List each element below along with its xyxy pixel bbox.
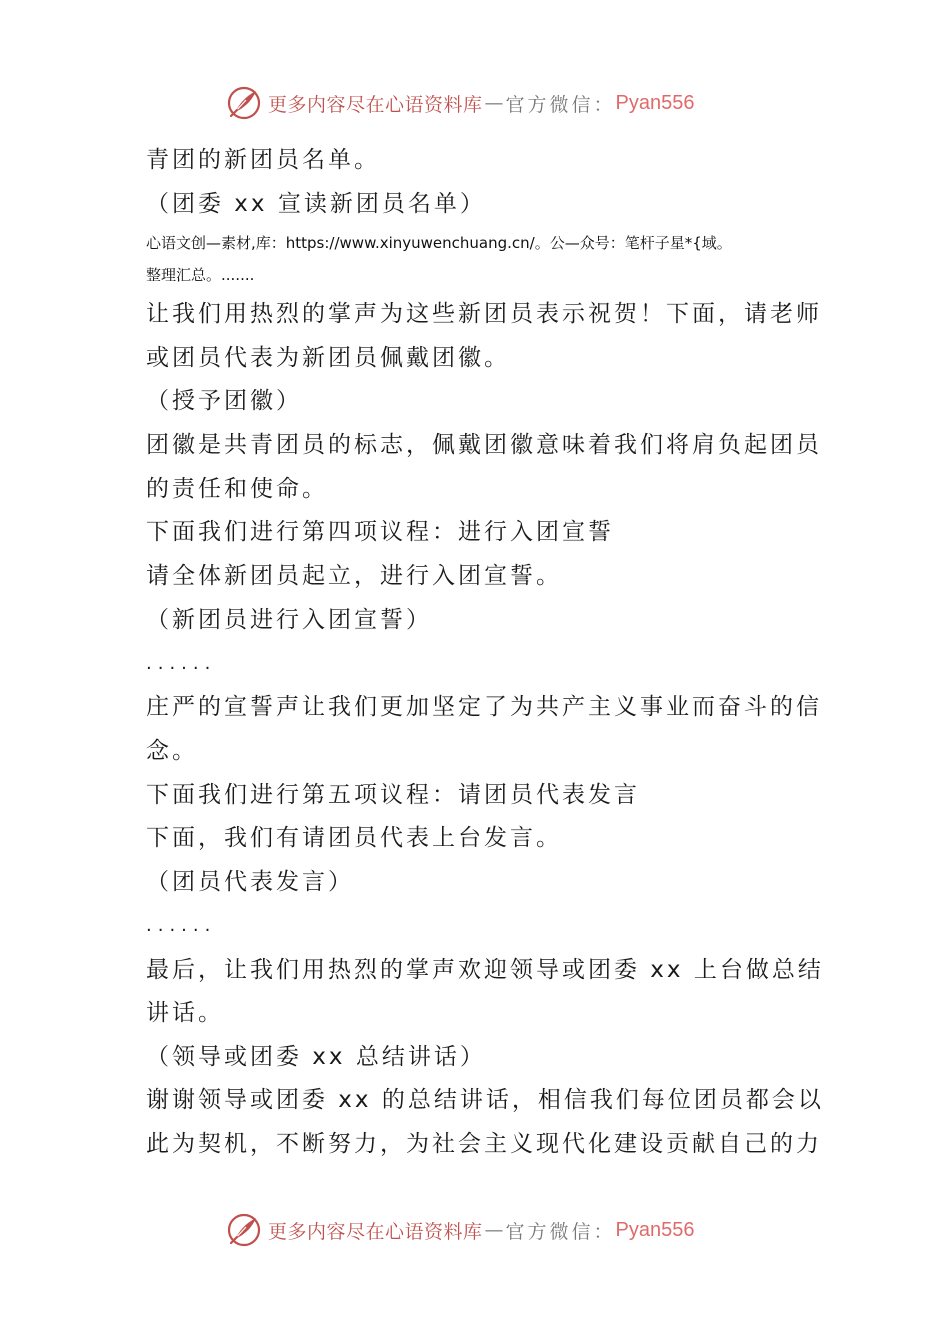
- ellipsis-line: ......: [146, 653, 217, 674]
- text-line: （团委 xx 宣读新团员名单）: [146, 191, 486, 217]
- banner-text: 更多内容尽在心语资料库: [268, 1220, 483, 1243]
- ellipsis-line: ......: [146, 915, 217, 936]
- feather-pen-logo-icon: [226, 1212, 262, 1248]
- banner-dash: —: [484, 1219, 504, 1241]
- text-line: 念。: [146, 738, 198, 764]
- footer-banner: [226, 1212, 746, 1248]
- text-line: 此为契机，不断努力，为社会主义现代化建设贡献自己的力: [146, 1131, 822, 1157]
- text-line: 下面我们进行第五项议程：请团员代表发言: [146, 782, 640, 808]
- text-line: 请全体新团员起立，进行入团宣誓。: [146, 563, 562, 589]
- text-line: 谢谢领导或团委 xx 的总结讲话，相信我们每位团员都会以: [146, 1087, 824, 1113]
- text-line: 最后，让我们用热烈的掌声欢迎领导或团委 xx 上台做总结: [146, 957, 824, 983]
- banner-wechat-label: 官方微信：: [505, 93, 616, 116]
- text-line: 青团的新团员名单。: [146, 147, 380, 173]
- text-line: 讲话。: [146, 1000, 224, 1026]
- banner-text: 更多内容尽在心语资料库: [268, 93, 483, 116]
- text-line: 下面我们进行第四项议程：进行入团宣誓: [146, 519, 614, 545]
- text-line: 或团员代表为新团员佩戴团徽。: [146, 345, 510, 371]
- banner-wechat-id: Pyan556: [615, 91, 695, 114]
- text-line: 庄严的宣誓声让我们更加坚定了为共产主义事业而奋斗的信: [146, 694, 822, 720]
- text-line: （领导或团委 xx 总结讲话）: [146, 1044, 486, 1070]
- watermark-line: 心语文创—素材,库：https://www.xinyuwenchuang.cn/。公—众号：笔杆子星*{域。: [146, 234, 732, 252]
- text-line: 的责任和使命。: [146, 476, 328, 502]
- text-line: （授予团徽）: [146, 388, 302, 414]
- banner-wechat-label: 官方微信：: [505, 1220, 616, 1243]
- watermark-line: 整理汇总。.......: [146, 266, 255, 284]
- text-line: 下面，我们有请团员代表上台发言。: [146, 825, 562, 851]
- banner-dash: —: [484, 92, 504, 114]
- banner-wechat-id: Pyan556: [615, 1218, 695, 1241]
- header-banner: [226, 85, 746, 121]
- text-line: （团员代表发言）: [146, 869, 354, 895]
- text-line: 让我们用热烈的掌声为这些新团员表示祝贺！下面，请老师: [146, 301, 822, 327]
- feather-pen-logo-icon: [226, 85, 262, 121]
- text-line: 团徽是共青团员的标志，佩戴团徽意味着我们将肩负起团员: [146, 432, 822, 458]
- text-line: （新团员进行入团宣誓）: [146, 607, 432, 633]
